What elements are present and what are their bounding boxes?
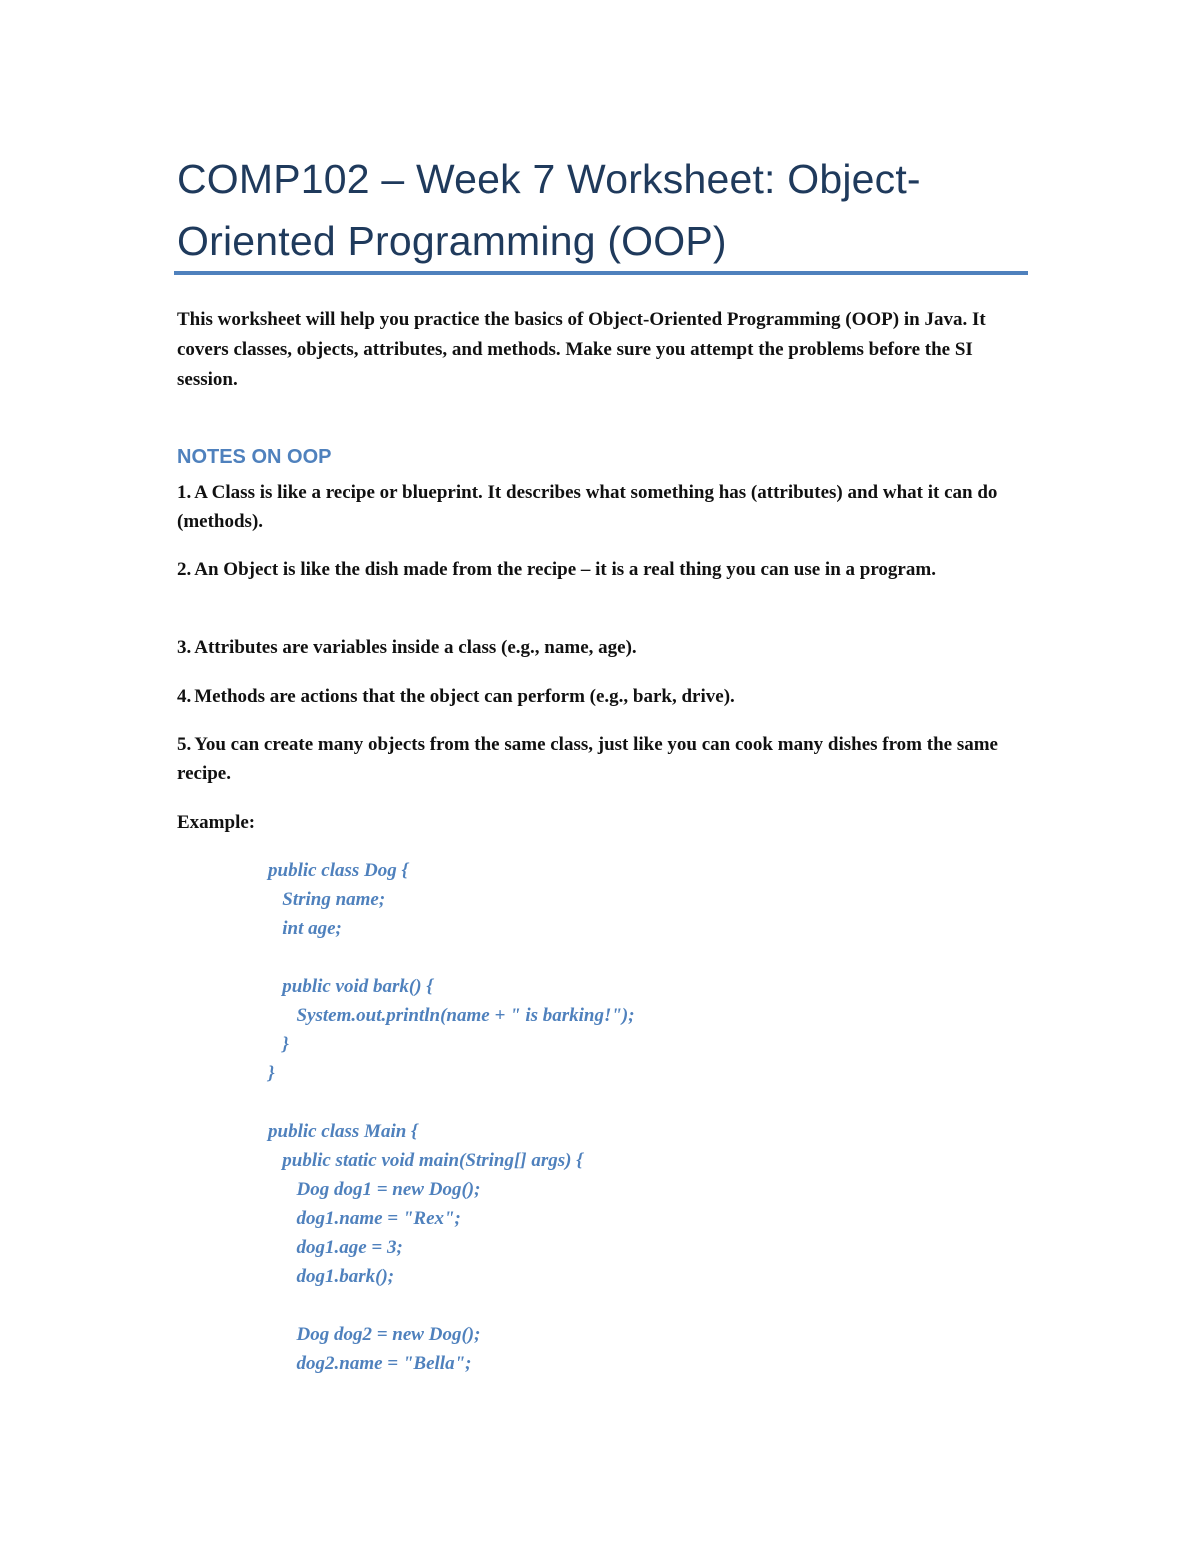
- code-line: System.out.println(name + " is barking!");: [268, 1005, 635, 1026]
- intro-paragraph: This worksheet will help you practice the basics of Object-Oriented Programming (OOP) in Java. It covers classes, objects, attributes, and methods. Make sure you attempt the problems before the SI session.: [177, 309, 986, 390]
- example-label: Example:: [177, 812, 256, 833]
- note-item-2: [177, 555, 1037, 584]
- note-number: 4.: [177, 686, 192, 707]
- note-item-4: [177, 682, 1037, 711]
- document-title: COMP102 – Week 7 Worksheet: Object-Oriented Programming (OOP): [177, 156, 921, 264]
- note-text: You can create many objects from the same class, just like you can cook many dishes from the same recipe.: [177, 734, 998, 784]
- code-line: public void bark() {: [268, 976, 433, 997]
- code-line: public class Main {: [268, 1121, 418, 1142]
- note-text: An Object is like the dish made from the recipe – it is a real thing you can use in a program.: [194, 559, 936, 580]
- note-number: 3.: [177, 637, 192, 658]
- note-item-5: [177, 730, 1037, 788]
- note-number: 1.: [177, 482, 192, 503]
- note-text: Methods are actions that the object can perform (e.g., bark, drive).: [194, 686, 735, 707]
- code-line: dog1.bark();: [268, 1266, 395, 1287]
- code-line: String name;: [268, 889, 386, 910]
- section-heading-notes: NOTES ON OOP: [177, 446, 332, 468]
- code-line: }: [268, 1063, 275, 1084]
- code-line: [268, 1088, 1028, 1117]
- note-number: 2.: [177, 559, 192, 580]
- code-line: dog2.name = "Bella";: [268, 1353, 472, 1374]
- code-line: public class Dog {: [268, 860, 409, 881]
- code-line: [268, 943, 1028, 972]
- title-underline: [174, 271, 1028, 275]
- code-line: Dog dog1 = new Dog();: [268, 1179, 481, 1200]
- note-number: 5.: [177, 734, 192, 755]
- code-line: Dog dog2 = new Dog();: [268, 1324, 481, 1345]
- note-text: Attributes are variables inside a class (e.g., name, age).: [194, 637, 637, 658]
- code-line: public static void main(String[] args) {: [268, 1150, 583, 1171]
- note-item-3: [177, 633, 1037, 662]
- code-line: [268, 1291, 1028, 1320]
- code-line: int age;: [268, 918, 342, 939]
- note-text: A Class is like a recipe or blueprint. It describes what something has (attributes) and what it can do (methods).: [177, 482, 998, 532]
- note-item-1: [177, 478, 1037, 536]
- code-line: }: [268, 1034, 289, 1055]
- code-line: dog1.age = 3;: [268, 1237, 403, 1258]
- code-example: [268, 856, 1028, 1378]
- code-line: dog1.name = "Rex";: [268, 1208, 461, 1229]
